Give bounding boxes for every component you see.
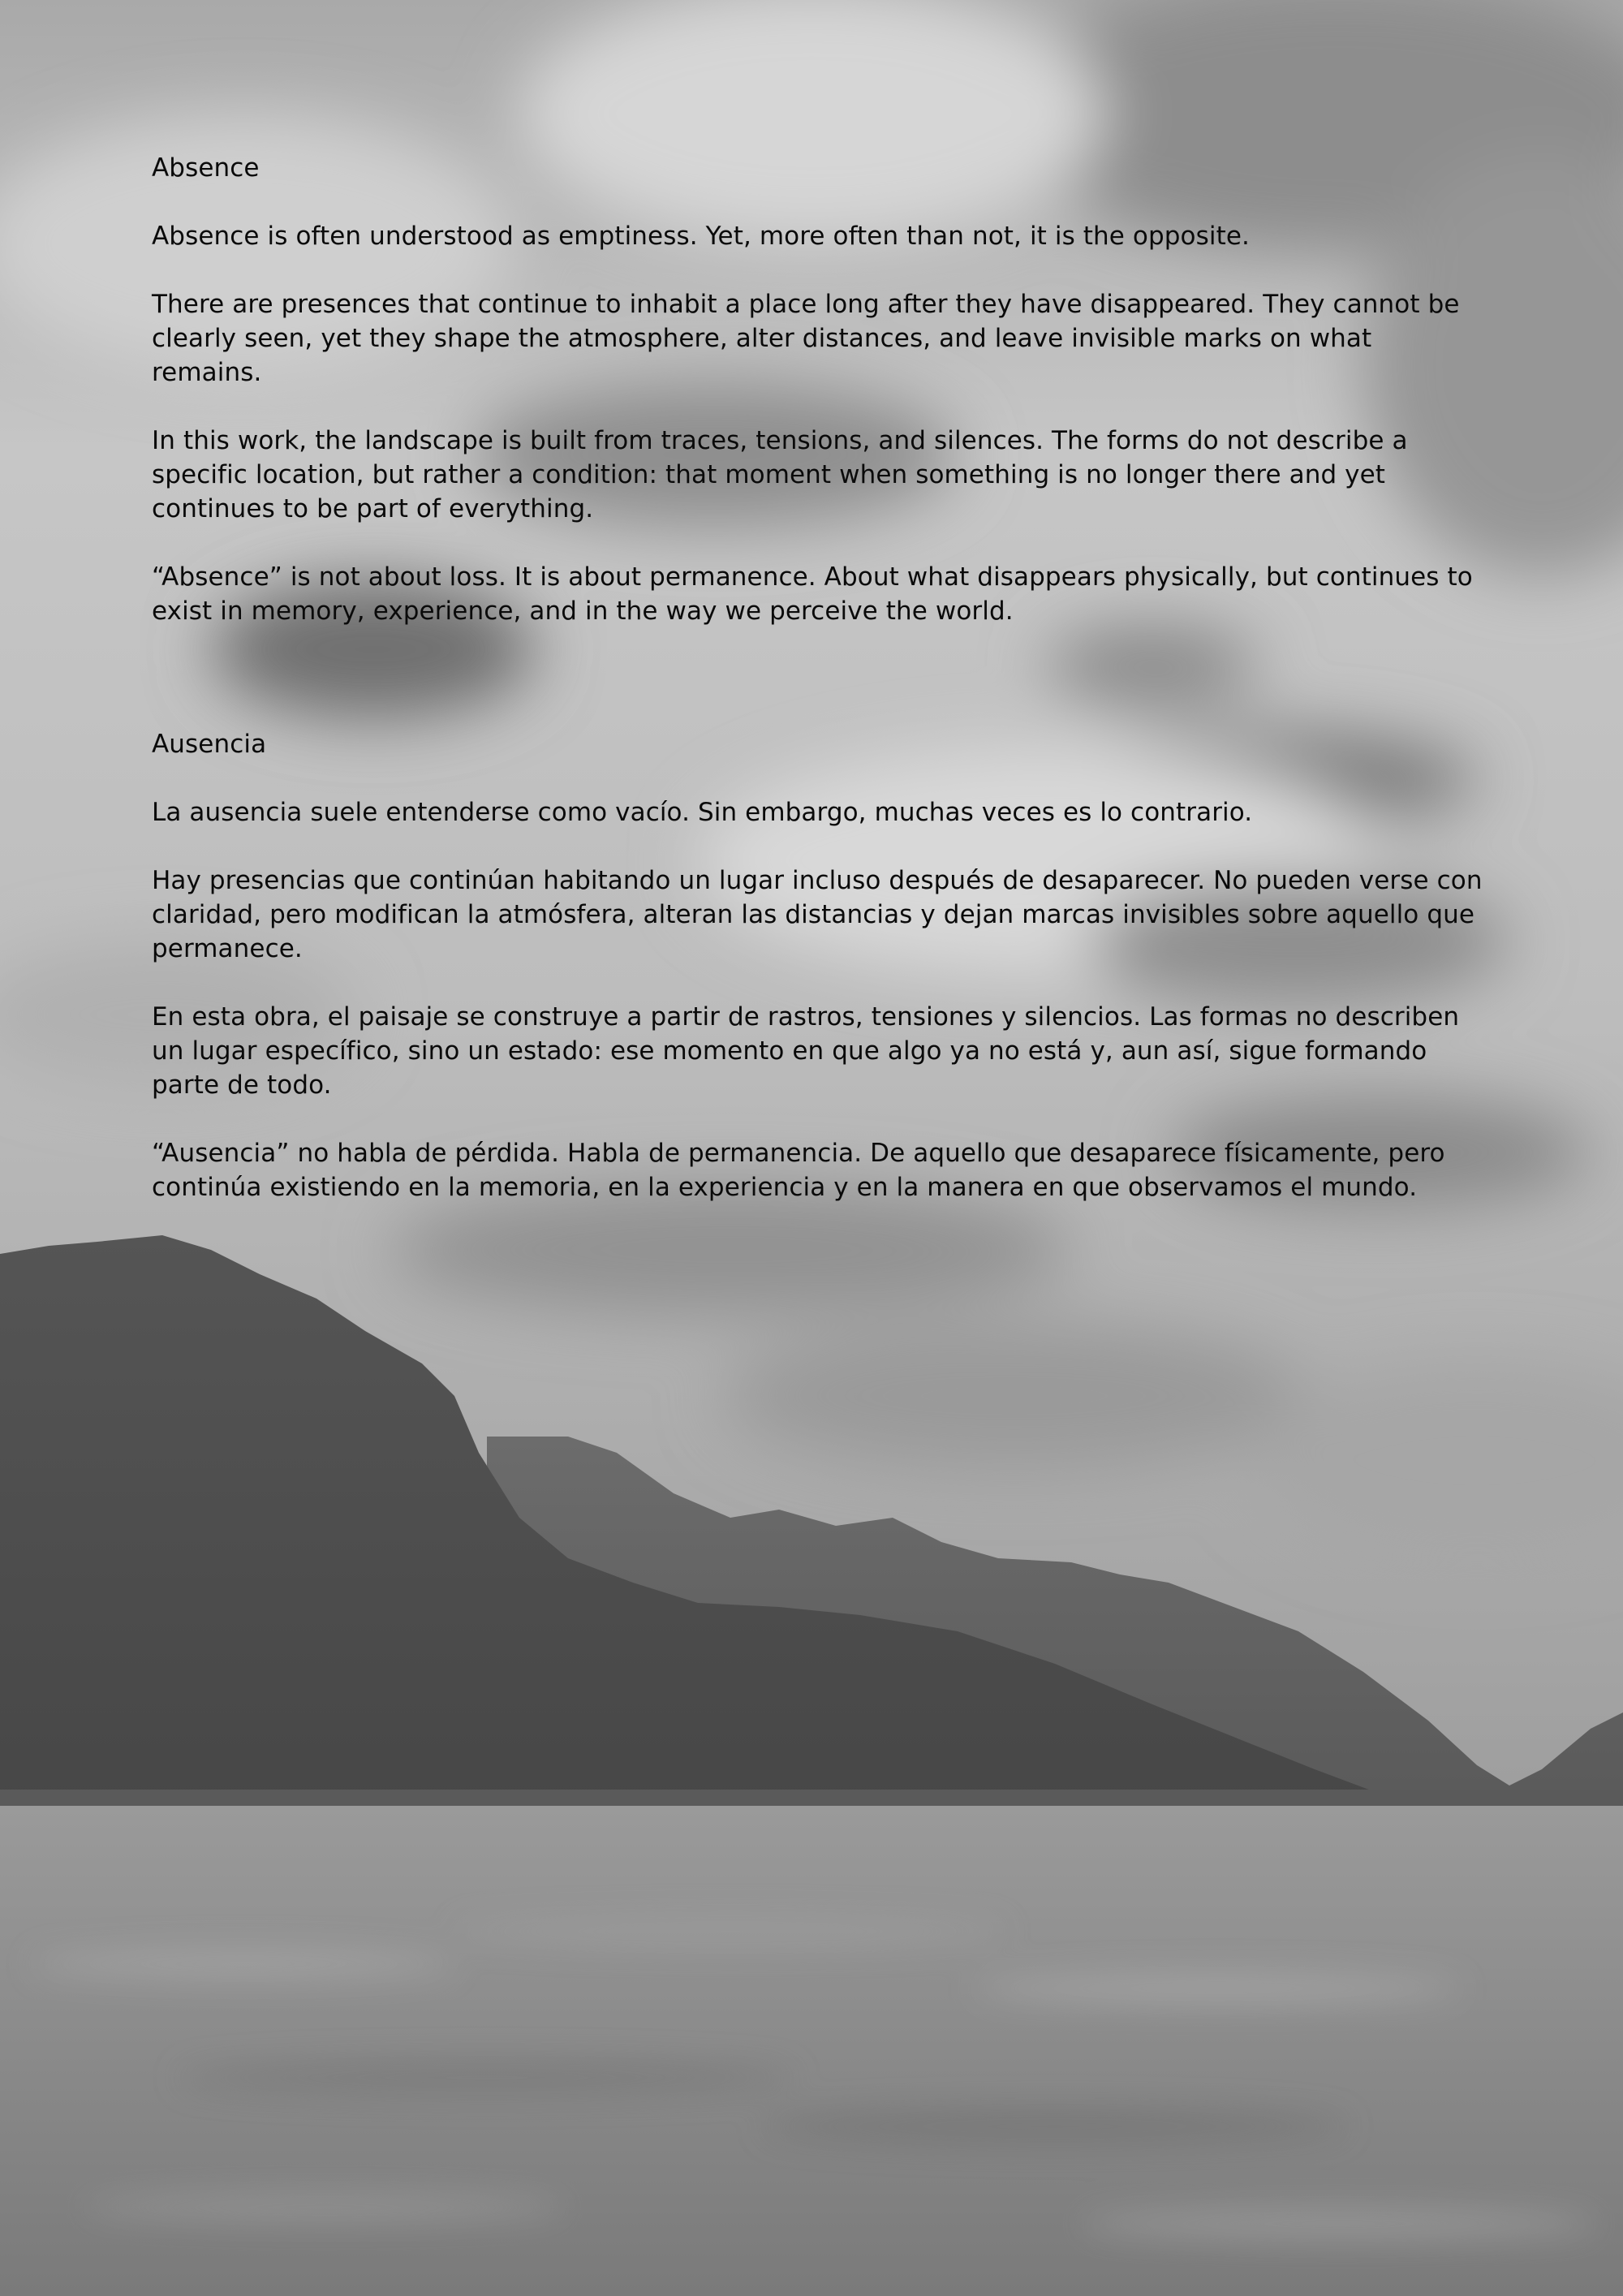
spanish-text-section xyxy=(152,727,1483,1204)
paragraph: “Absence” is not about loss. It is about permanence. About what disappears physically, but continues to exist in memory, experience, and in the way we perceive the world. xyxy=(152,562,1473,626)
paragraph: En esta obra, el paisaje se construye a partir de rastros, tensiones y silencios. Las formas no describen un lugar específico, sino un estado: ese momento en que algo ya no está y, aun así, sigue formando parte de todo. xyxy=(152,1002,1460,1100)
english-text-section xyxy=(152,151,1483,628)
paragraph: In this work, the landscape is built from traces, tensions, and silences. The forms do not describe a specific location, but rather a condition: that moment when something is no longer there and yet continues to be part of everything. xyxy=(152,426,1408,523)
paragraph: La ausencia suele entenderse como vacío. Sin embargo, muchas veces es lo contrario. xyxy=(152,798,1253,827)
paragraph: Hay presencias que continúan habitando un lugar incluso después de desaparecer. No pueden verse con claridad, pero modifican la atmósfera, alteran las distancias y dejan marcas invisibles sobre aquello que permanece. xyxy=(152,866,1483,963)
paragraph: Absence is often understood as emptiness. Yet, more often than not, it is the opposite. xyxy=(152,222,1250,251)
paragraph: There are presences that continue to inhabit a place long after they have disappeared. They cannot be clearly seen, yet they shape the atmosphere, alter distances, and leave invisible marks on what remains. xyxy=(152,290,1460,387)
paragraph: “Ausencia” no habla de pérdida. Habla de permanencia. De aquello que desaparece físicamente, pero continúa existiendo en la memoria, en la experiencia y en la manera en que observamos el mundo. xyxy=(152,1139,1445,1202)
section-title: Absence xyxy=(152,153,260,183)
section-title: Ausencia xyxy=(152,730,267,759)
